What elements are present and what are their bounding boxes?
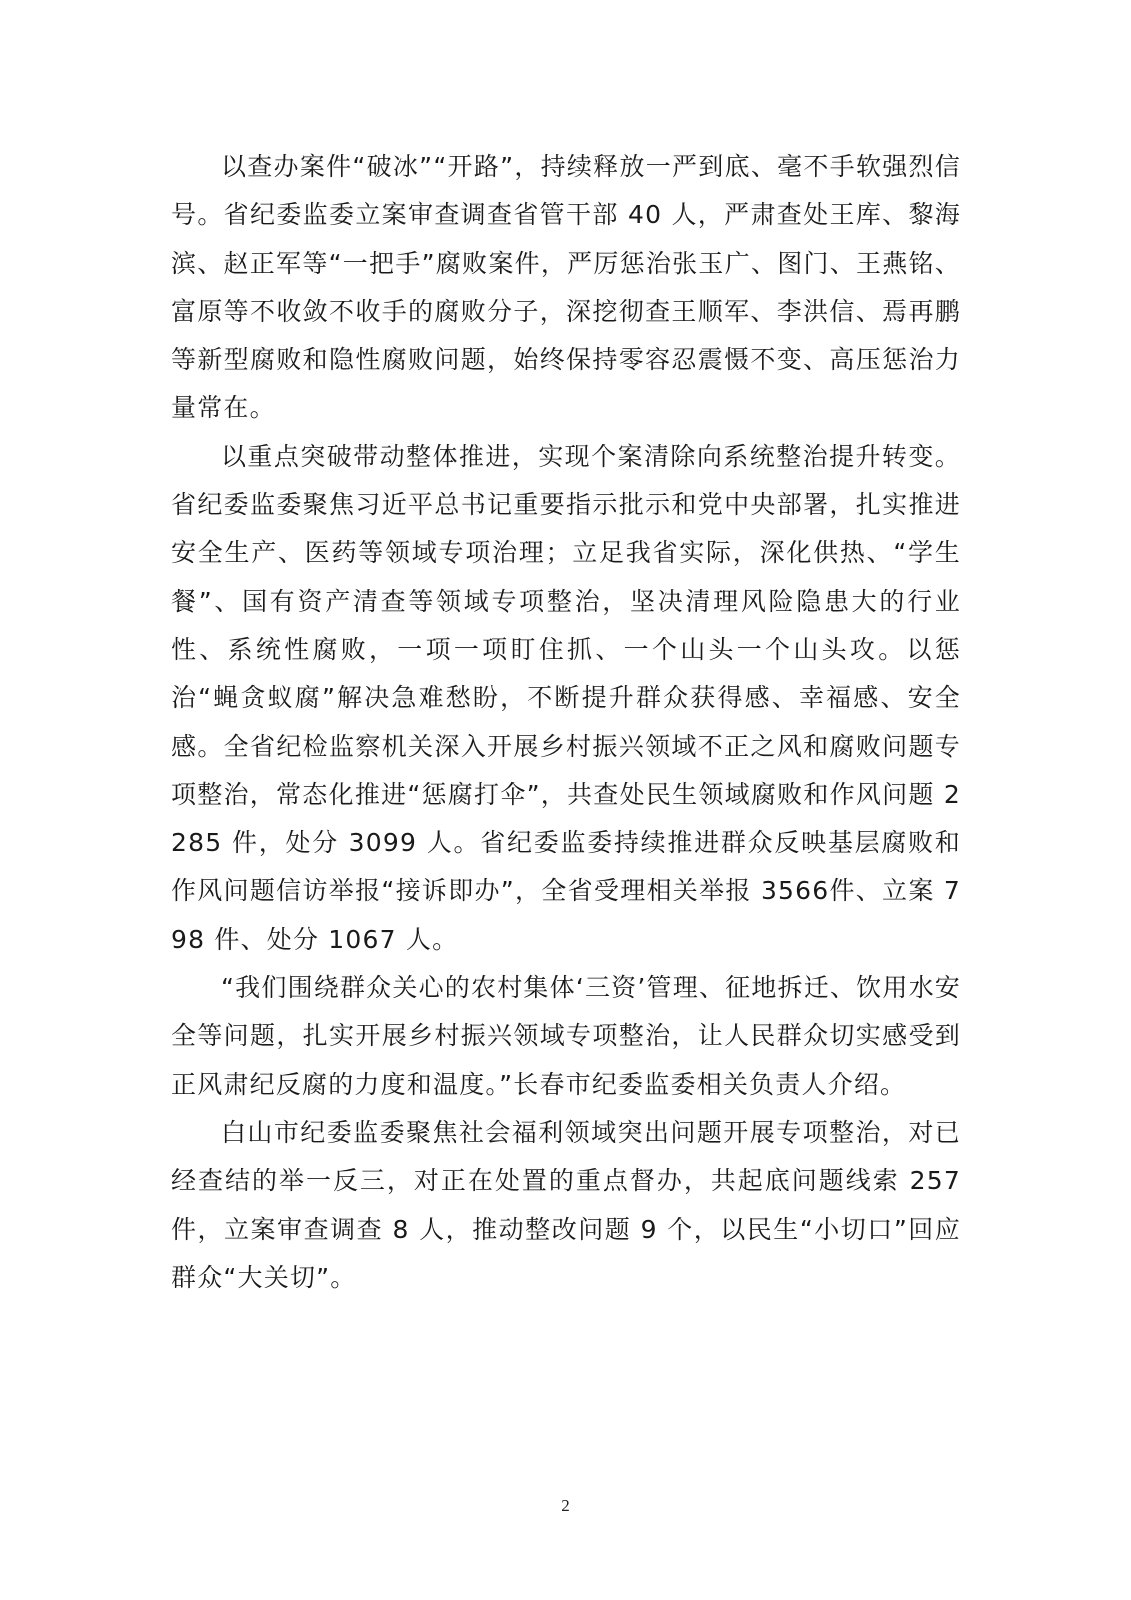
paragraph-case-handling: 以查办案件“破冰”“开路”，持续释放一严到底、毫不手软强烈信号。省纪委监委立案审查调查省管干部 40 人，严肃查处王库、黎海滨、赵正军等“一把手”腐败案件，严厉惩治张玉广、图门、王燕铭、富原等不收敛不收手的腐败分子，深挖彻查王顺军、李洪信、焉再鹏等新型腐败和隐性腐败问题，始终保持零容忍震慑不变、高压惩治力量常在。 [171,152,961,423]
page-number: 2 [561,1496,570,1515]
paragraph-baishan: 白山市纪委监委聚焦社会福利领域突出问题开展专项整治，对已经查结的举一反三，对正在处置的重点督办，共起底问题线索 257件，立案审查调查 8 人，推动整改问题 9 个，以民生“小切口”回应群众“大关切”。 [171,1117,961,1292]
paragraph-changchun-quote: “我们围绕群众关心的农村集体‘三资’管理、征地拆迁、饮用水安全等问题，扎实开展乡村振兴领域专项整治，让人民群众切实感受到正风肃纪反腐的力度和温度。”长春市纪委监委相关负责人介绍。 [171,973,961,1099]
body-text [171,143,961,1302]
paragraph-systematic-rectification: 以重点突破带动整体推进，实现个案清除向系统整治提升转变。省纪委监委聚焦习近平总书记重要指示批示和党中央部署，扎实推进安全生产、医药等领域专项治理；立足我省实际，深化供热、“学生餐”、国有资产清查等领域专项整治，坚决清理风险隐患大的行业性、系统性腐败，一项一项盯住抓、一个山头一个山头攻。以惩治“蝇贪蚁腐”解决急难愁盼，不断提升群众获得感、幸福感、安全感。全省纪检监察机关深入开展乡村振兴领域不正之风和腐败问题专项整治，常态化推进“惩腐打伞”，共查处民生领域腐败和作风问题 2285 件，处分 3099 人。省纪委监委持续推进群众反映基层腐败和作风问题信访举报“接诉即办”，全省受理相关举报 3566件、立案 798 件、处分 1067 人。 [171,441,961,954]
